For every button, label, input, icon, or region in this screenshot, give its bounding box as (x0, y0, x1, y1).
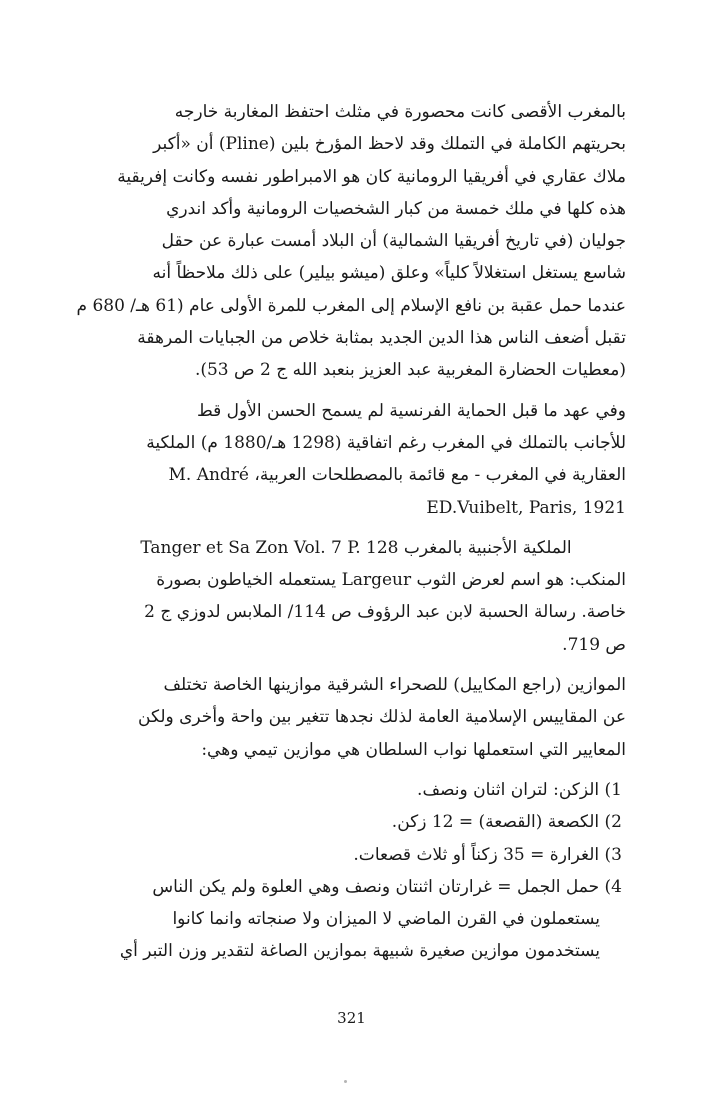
text-line: بالمغرب الأقصى كانت محصورة في مثلث احتفظ المغاربة خارجه (174, 102, 626, 122)
text-line: للأجانب بالتملك في المغرب رغم اتفاقية (1298 هـ/1880 م) الملكية (146, 432, 626, 453)
text-line: ص 719. (562, 634, 626, 655)
paragraph-4 (86, 669, 626, 766)
text-line: المنكب: هو اسم لعرض الثوب Largeur يستعمله الخياطون بصورة (156, 570, 626, 591)
reference-heading: الملكية الأجنبية بالمغرب Tanger et Sa Zon Vol. 7 P. 128 (140, 537, 572, 558)
text-line: عن المقاييس الإسلامية العامة لذلك نجدها تتغير بين واحة وأخرى ولكن (138, 707, 626, 728)
weights-list (86, 774, 626, 968)
paragraph-1 (76, 96, 626, 387)
publisher-line: ED.Vuibelt, Paris, 1921 (426, 497, 626, 518)
text-line: عندما حمل عقبة بن نافع الإسلام إلى المغرب للمرة الأولى عام (61 هـ/ 680 م (76, 295, 626, 316)
text-line: شاسع يستغل استغلالاً كلياً» وعلق (ميشو بيلير) على ذلك ملاحظاً أنه (152, 263, 626, 284)
text-line: جوليان (في تاريخ أفريقيا الشمالية) أن البلاد أمست عبارة عن حقل (161, 231, 626, 252)
list-item: 4) حمل الجمل = غرارتان اثنتان ونصف وهي العلوة ولم يكن الناس (152, 876, 622, 897)
page-body (76, 96, 626, 968)
list-item: 2) الكصعة (القصعة) = 12 زكن. (391, 812, 622, 833)
text-line: المعايير التي استعملها نواب السلطان هي موازين تيمي وهي: (201, 739, 626, 760)
text-line: وفي عهد ما قبل الحماية الفرنسية لم يسمح الحسن الأول قط (196, 400, 626, 421)
text-line: خاصة. رسالة الحسبة لابن عبد الرؤوف ص 114/ الملابس لدوزي ج 2 (144, 602, 626, 623)
text-line: العقارية في المغرب - مع قائمة بالمصطلحات العربية، M. André (168, 465, 626, 486)
text-line: الموازين (راجع المكاييل) للصحراء الشرقية موازينها الخاصة تختلف (163, 675, 626, 696)
list-item: 1) الزكن: لتران اثنان ونصف. (417, 779, 622, 800)
text-line: (معطيات الحضارة المغربية عبد العزيز بنعبد الله ج 2 ص 53). (194, 360, 626, 381)
list-item-continuation: يستعملون في القرن الماضي لا الميزان ولا صنجاته وانما كانوا (172, 909, 600, 930)
text-line: بحريتهم الكاملة في التملك وقد لاحظ المؤرخ بلين (Pline) أن «أكبر (153, 134, 626, 155)
list-item-continuation: يستخدمون موازين صغيرة شبيهة بموازين الصاغة لتقدير وزن التبر أي (119, 941, 600, 962)
text-line: تقبل أضعف الناس هذا الدين الجديد بمثابة خلاص من الجبايات المرهقة (137, 328, 626, 349)
text-line: هذه كلها في ملك خمسة من كبار الشخصيات الرومانية وأكد اندري (166, 198, 626, 219)
paragraph-3 (86, 532, 626, 661)
list-item: 3) الغرارة = 35 زكناً أو ثلاث قصعات. (353, 844, 622, 865)
scan-dot-mark (344, 1080, 347, 1083)
text-line: ملاك عقاري في أفريقيا الرومانية كان هو الامبراطور نفسه وكانت إفريقية (117, 166, 626, 187)
page-number: 321 (337, 1009, 366, 1027)
paragraph-2 (86, 395, 626, 524)
